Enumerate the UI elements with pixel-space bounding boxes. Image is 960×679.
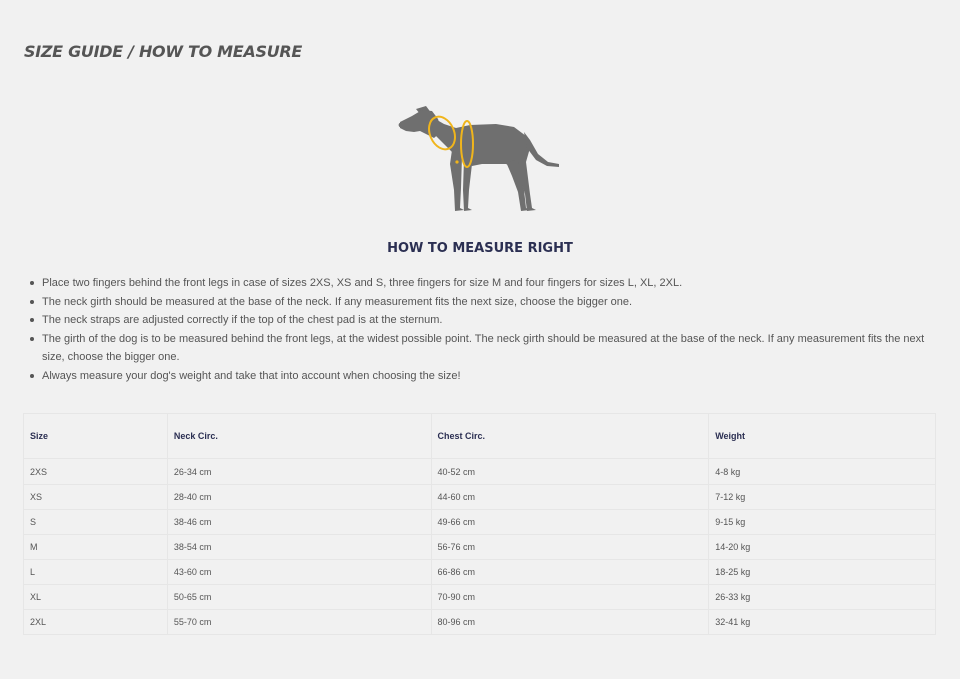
cell-neck: 28-40 cm bbox=[167, 485, 431, 510]
table-row bbox=[24, 560, 936, 585]
cell-neck: 26-34 cm bbox=[167, 459, 431, 485]
page-title: SIZE GUIDE / HOW TO MEASURE bbox=[24, 42, 303, 61]
measure-tip: The neck straps are adjusted correctly if the top of the chest pad is at the sternum. bbox=[24, 311, 936, 330]
dog-measure-icon bbox=[396, 104, 564, 216]
cell-weight: 18-25 kg bbox=[709, 560, 936, 585]
cell-size: 2XS bbox=[24, 459, 168, 485]
cell-neck: 38-54 cm bbox=[167, 535, 431, 560]
measure-heading: HOW TO MEASURE RIGHT bbox=[387, 241, 573, 256]
table-row bbox=[24, 610, 936, 635]
cell-weight: 32-41 kg bbox=[709, 610, 936, 635]
table-row bbox=[24, 535, 936, 560]
measure-tip: Always measure your dog's weight and take that into account when choosing the size! bbox=[24, 367, 936, 386]
cell-weight: 7-12 kg bbox=[709, 485, 936, 510]
cell-chest: 80-96 cm bbox=[431, 610, 709, 635]
size-table bbox=[23, 413, 936, 635]
table-row bbox=[24, 485, 936, 510]
header-neck-circ: Neck Circ. bbox=[167, 414, 431, 459]
cell-chest: 49-66 cm bbox=[431, 510, 709, 535]
cell-size: 2XL bbox=[24, 610, 168, 635]
table-row bbox=[24, 459, 936, 485]
cell-chest: 66-86 cm bbox=[431, 560, 709, 585]
cell-size: XL bbox=[24, 585, 168, 610]
cell-size: M bbox=[24, 535, 168, 560]
cell-chest: 56-76 cm bbox=[431, 535, 709, 560]
cell-chest: 70-90 cm bbox=[431, 585, 709, 610]
cell-size: L bbox=[24, 560, 168, 585]
header-chest-circ: Chest Circ. bbox=[431, 414, 709, 459]
measure-tip: Place two fingers behind the front legs in case of sizes 2XS, XS and S, three fingers for size M and four fingers for sizes L, XL, 2XL. bbox=[24, 274, 936, 293]
measure-tip: The neck girth should be measured at the base of the neck. If any measurement fits the next size, choose the bigger one. bbox=[24, 293, 936, 312]
cell-size: XS bbox=[24, 485, 168, 510]
cell-weight: 14-20 kg bbox=[709, 535, 936, 560]
cell-chest: 40-52 cm bbox=[431, 459, 709, 485]
cell-weight: 9-15 kg bbox=[709, 510, 936, 535]
cell-weight: 4-8 kg bbox=[709, 459, 936, 485]
cell-neck: 50-65 cm bbox=[167, 585, 431, 610]
cell-size: S bbox=[24, 510, 168, 535]
measure-tips-list bbox=[24, 274, 936, 385]
measure-tip: The girth of the dog is to be measured behind the front legs, at the widest possible point. The neck girth should be measured at the base of the neck. If any measurement fits the next size, choose the bigger one. bbox=[24, 330, 936, 367]
cell-chest: 44-60 cm bbox=[431, 485, 709, 510]
header-size: Size bbox=[24, 414, 168, 459]
cell-neck: 43-60 cm bbox=[167, 560, 431, 585]
cell-neck: 38-46 cm bbox=[167, 510, 431, 535]
header-weight: Weight bbox=[709, 414, 936, 459]
table-header-row bbox=[24, 414, 936, 459]
cell-neck: 55-70 cm bbox=[167, 610, 431, 635]
table-row bbox=[24, 510, 936, 535]
cell-weight: 26-33 kg bbox=[709, 585, 936, 610]
table-row bbox=[24, 585, 936, 610]
